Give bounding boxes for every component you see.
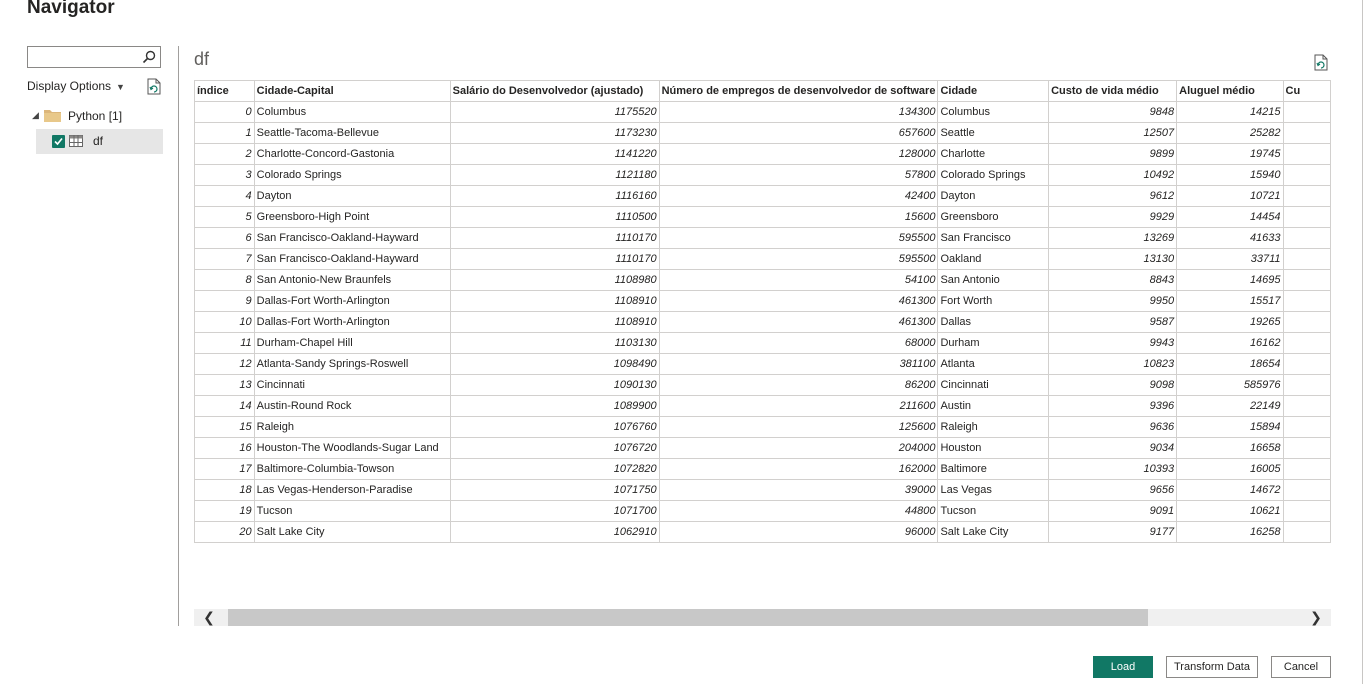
table-cell: 16258 [1177, 522, 1283, 543]
horizontal-scrollbar[interactable] [194, 609, 1331, 626]
table-cell: 9034 [1049, 438, 1177, 459]
table-cell: 12507 [1049, 123, 1177, 144]
table-cell: 5 [195, 207, 255, 228]
table-cell [1283, 291, 1330, 312]
window-title: Navigator [27, 0, 115, 18]
table-cell [1283, 312, 1330, 333]
table-cell: 1108910 [450, 291, 659, 312]
table-cell [1283, 438, 1330, 459]
table-cell: 1071750 [450, 480, 659, 501]
table-cell: 22149 [1177, 396, 1283, 417]
table-cell: 1062910 [450, 522, 659, 543]
table-cell: Dayton [254, 186, 450, 207]
table-cell: 1 [195, 123, 255, 144]
table-cell: 96000 [659, 522, 938, 543]
collapse-arrow-icon[interactable]: ◢ [32, 110, 39, 120]
table-row [195, 501, 1331, 522]
table-cell: 204000 [659, 438, 938, 459]
table-row [195, 417, 1331, 438]
table-cell: Raleigh [938, 417, 1049, 438]
table-cell [1283, 354, 1330, 375]
load-button[interactable]: Load [1093, 656, 1153, 678]
column-header[interactable]: Salário do Desenvolvedor (ajustado) [450, 81, 659, 102]
scroll-right-icon[interactable]: ❯ [1310, 609, 1322, 625]
table-cell: 19 [195, 501, 255, 522]
table-cell: 10 [195, 312, 255, 333]
table-cell: 134300 [659, 102, 938, 123]
table-cell: 3 [195, 165, 255, 186]
display-options-dropdown[interactable] [27, 79, 125, 93]
table-cell: 10721 [1177, 186, 1283, 207]
table-cell: Columbus [254, 102, 450, 123]
table-cell: 1173230 [450, 123, 659, 144]
table-cell: Cincinnati [938, 375, 1049, 396]
table-cell: Atlanta [938, 354, 1049, 375]
table-cell: 8843 [1049, 270, 1177, 291]
table-cell: 1071700 [450, 501, 659, 522]
transform-data-button[interactable]: Transform Data [1166, 656, 1258, 678]
preview-table[interactable] [194, 80, 1331, 545]
table-cell: 595500 [659, 228, 938, 249]
column-header[interactable]: Cidade-Capital [254, 81, 450, 102]
table-cell: 657600 [659, 123, 938, 144]
table-cell [1283, 396, 1330, 417]
table-cell [1283, 249, 1330, 270]
table-row [195, 438, 1331, 459]
df-checkbox[interactable] [52, 135, 65, 148]
table-cell: San Francisco-Oakland-Hayward [254, 228, 450, 249]
table-cell: Dallas-Fort Worth-Arlington [254, 312, 450, 333]
table-cell: Houston [938, 438, 1049, 459]
table-cell [1283, 165, 1330, 186]
table-cell: 9950 [1049, 291, 1177, 312]
folder-icon [44, 108, 61, 122]
table-cell: Seattle-Tacoma-Bellevue [254, 123, 450, 144]
column-header[interactable]: Cidade [938, 81, 1049, 102]
table-cell: 19265 [1177, 312, 1283, 333]
table-cell: 86200 [659, 375, 938, 396]
table-cell: 585976 [1177, 375, 1283, 396]
table-cell [1283, 207, 1330, 228]
table-row [195, 228, 1331, 249]
table-cell: Charlotte-Concord-Gastonia [254, 144, 450, 165]
table-cell: 9091 [1049, 501, 1177, 522]
table-cell: 17 [195, 459, 255, 480]
table-cell: 20 [195, 522, 255, 543]
table-row [195, 249, 1331, 270]
table-cell: Columbus [938, 102, 1049, 123]
table-cell: 1110500 [450, 207, 659, 228]
table-cell: 128000 [659, 144, 938, 165]
table-cell: Houston-The Woodlands-Sugar Land [254, 438, 450, 459]
table-cell: 9098 [1049, 375, 1177, 396]
table-icon [69, 135, 83, 147]
table-cell: Greensboro [938, 207, 1049, 228]
column-header[interactable]: Cu [1283, 81, 1330, 102]
table-cell: 461300 [659, 312, 938, 333]
table-cell [1283, 375, 1330, 396]
table-cell: 9848 [1049, 102, 1177, 123]
table-cell: Tucson [938, 501, 1049, 522]
cancel-button[interactable]: Cancel [1271, 656, 1331, 678]
table-cell: 15 [195, 417, 255, 438]
scrollbar-thumb[interactable] [228, 609, 1148, 626]
table-cell: 9612 [1049, 186, 1177, 207]
table-cell: 14454 [1177, 207, 1283, 228]
table-cell: Salt Lake City [938, 522, 1049, 543]
table-cell: 68000 [659, 333, 938, 354]
table-cell: 162000 [659, 459, 938, 480]
table-cell: Las Vegas-Henderson-Paradise [254, 480, 450, 501]
tree-item-df-label: df [93, 134, 104, 148]
table-cell: Greensboro-High Point [254, 207, 450, 228]
table-cell: Seattle [938, 123, 1049, 144]
checkmark-icon [53, 136, 64, 147]
table-cell: 211600 [659, 396, 938, 417]
table-cell: 15517 [1177, 291, 1283, 312]
window-border [1362, 0, 1363, 684]
table-cell: 461300 [659, 291, 938, 312]
caret-down-icon: ▼ [116, 82, 125, 92]
table-cell: 41633 [1177, 228, 1283, 249]
table-cell: 39000 [659, 480, 938, 501]
column-header[interactable]: índice [195, 81, 255, 102]
table-cell: Dallas-Fort Worth-Arlington [254, 291, 450, 312]
table-cell: 16 [195, 438, 255, 459]
table-cell [1283, 144, 1330, 165]
table-row [195, 291, 1331, 312]
table-cell: Colorado Springs [938, 165, 1049, 186]
table-cell: 1108980 [450, 270, 659, 291]
table-cell [1283, 417, 1330, 438]
tree-folder-python[interactable]: Python [1] [68, 109, 123, 123]
column-header[interactable]: Custo de vida médio [1049, 81, 1177, 102]
table-cell [1283, 522, 1330, 543]
table-cell: 13269 [1049, 228, 1177, 249]
table-cell: 15894 [1177, 417, 1283, 438]
table-cell: 595500 [659, 249, 938, 270]
table-row [195, 396, 1331, 417]
table-cell: 15600 [659, 207, 938, 228]
table-cell: Atlanta-Sandy Springs-Roswell [254, 354, 450, 375]
table-cell [1283, 102, 1330, 123]
table-cell: 15940 [1177, 165, 1283, 186]
table-cell: Baltimore [938, 459, 1049, 480]
table-cell: 54100 [659, 270, 938, 291]
table-cell: 14695 [1177, 270, 1283, 291]
table-cell: Baltimore-Columbia-Towson [254, 459, 450, 480]
table-cell: 9929 [1049, 207, 1177, 228]
table-row [195, 123, 1331, 144]
table-cell: 1098490 [450, 354, 659, 375]
table-header-row [195, 81, 1331, 102]
refresh-icon[interactable] [146, 78, 162, 95]
table-cell: Charlotte [938, 144, 1049, 165]
table-cell: San Antonio-New Braunfels [254, 270, 450, 291]
table-cell: 14 [195, 396, 255, 417]
table-cell: San Antonio [938, 270, 1049, 291]
table-cell: 2 [195, 144, 255, 165]
table-cell: 1076760 [450, 417, 659, 438]
table-cell [1283, 186, 1330, 207]
table-row [195, 375, 1331, 396]
table-row [195, 102, 1331, 123]
table-cell: 9 [195, 291, 255, 312]
table-cell: 16005 [1177, 459, 1283, 480]
table-cell: Austin [938, 396, 1049, 417]
table-cell: 7 [195, 249, 255, 270]
table-cell: 1108910 [450, 312, 659, 333]
table-cell: 57800 [659, 165, 938, 186]
table-row [195, 354, 1331, 375]
table-cell: 16658 [1177, 438, 1283, 459]
table-cell [1283, 480, 1330, 501]
table-cell: Cincinnati [254, 375, 450, 396]
table-cell: Durham-Chapel Hill [254, 333, 450, 354]
table-cell: Dayton [938, 186, 1049, 207]
scroll-left-icon[interactable]: ❮ [203, 609, 215, 625]
search-icon[interactable] [142, 50, 156, 64]
table-cell: 14215 [1177, 102, 1283, 123]
table-cell: Salt Lake City [254, 522, 450, 543]
table-cell: Raleigh [254, 417, 450, 438]
table-cell: 1121180 [450, 165, 659, 186]
table-row [195, 522, 1331, 543]
table-cell: 9656 [1049, 480, 1177, 501]
table-cell: 1076720 [450, 438, 659, 459]
table-cell: 25282 [1177, 123, 1283, 144]
table-cell: 1110170 [450, 249, 659, 270]
table-cell: 381100 [659, 354, 938, 375]
table-row [195, 270, 1331, 291]
table-cell: 9899 [1049, 144, 1177, 165]
table-cell: 44800 [659, 501, 938, 522]
table-cell [1283, 123, 1330, 144]
table-cell: 14672 [1177, 480, 1283, 501]
table-cell: 1103130 [450, 333, 659, 354]
table-cell: 10393 [1049, 459, 1177, 480]
table-cell: 11 [195, 333, 255, 354]
table-cell [1283, 501, 1330, 522]
table-row [195, 207, 1331, 228]
table-cell: 125600 [659, 417, 938, 438]
column-header[interactable]: Número de empregos de desenvolvedor de software [659, 81, 938, 102]
table-cell: 1110170 [450, 228, 659, 249]
table-cell: 18654 [1177, 354, 1283, 375]
table-row [195, 333, 1331, 354]
table-cell: Tucson [254, 501, 450, 522]
table-cell: 9177 [1049, 522, 1177, 543]
table-cell: 0 [195, 102, 255, 123]
table-cell: 9396 [1049, 396, 1177, 417]
table-cell: 1175520 [450, 102, 659, 123]
table-cell: 33711 [1177, 249, 1283, 270]
search-input[interactable] [27, 46, 161, 68]
table-cell: 42400 [659, 186, 938, 207]
table-row [195, 186, 1331, 207]
table-cell: 9636 [1049, 417, 1177, 438]
table-cell: 1072820 [450, 459, 659, 480]
table-cell: 13 [195, 375, 255, 396]
table-cell: 1090130 [450, 375, 659, 396]
table-row [195, 459, 1331, 480]
table-cell: San Francisco-Oakland-Hayward [254, 249, 450, 270]
table-cell: Dallas [938, 312, 1049, 333]
table-cell: 1141220 [450, 144, 659, 165]
table-row [195, 144, 1331, 165]
table-cell: Durham [938, 333, 1049, 354]
table-cell: 4 [195, 186, 255, 207]
table-cell: 8 [195, 270, 255, 291]
data-grid [194, 80, 1331, 543]
table-cell: 1116160 [450, 186, 659, 207]
table-cell: Colorado Springs [254, 165, 450, 186]
table-cell: Oakland [938, 249, 1049, 270]
refresh-preview-icon[interactable] [1313, 54, 1329, 71]
table-cell: 10492 [1049, 165, 1177, 186]
table-cell: 13130 [1049, 249, 1177, 270]
table-cell: 10621 [1177, 501, 1283, 522]
table-cell: 12 [195, 354, 255, 375]
table-cell: 10823 [1049, 354, 1177, 375]
table-row [195, 480, 1331, 501]
table-cell: Las Vegas [938, 480, 1049, 501]
table-row [195, 165, 1331, 186]
table-cell [1283, 459, 1330, 480]
table-cell [1283, 333, 1330, 354]
table-cell: San Francisco [938, 228, 1049, 249]
display-options-label: Display Options [27, 79, 112, 93]
pane-divider[interactable] [178, 46, 179, 626]
table-cell: Fort Worth [938, 291, 1049, 312]
table-cell: 9943 [1049, 333, 1177, 354]
preview-title: df [194, 49, 210, 69]
table-cell: 19745 [1177, 144, 1283, 165]
table-cell: 9587 [1049, 312, 1177, 333]
table-cell: Austin-Round Rock [254, 396, 450, 417]
table-cell: 1089900 [450, 396, 659, 417]
table-cell: 16162 [1177, 333, 1283, 354]
column-header[interactable]: Aluguel médio [1177, 81, 1283, 102]
table-row [195, 312, 1331, 333]
table-cell: 6 [195, 228, 255, 249]
table-cell: 18 [195, 480, 255, 501]
table-cell [1283, 270, 1330, 291]
table-cell [1283, 228, 1330, 249]
